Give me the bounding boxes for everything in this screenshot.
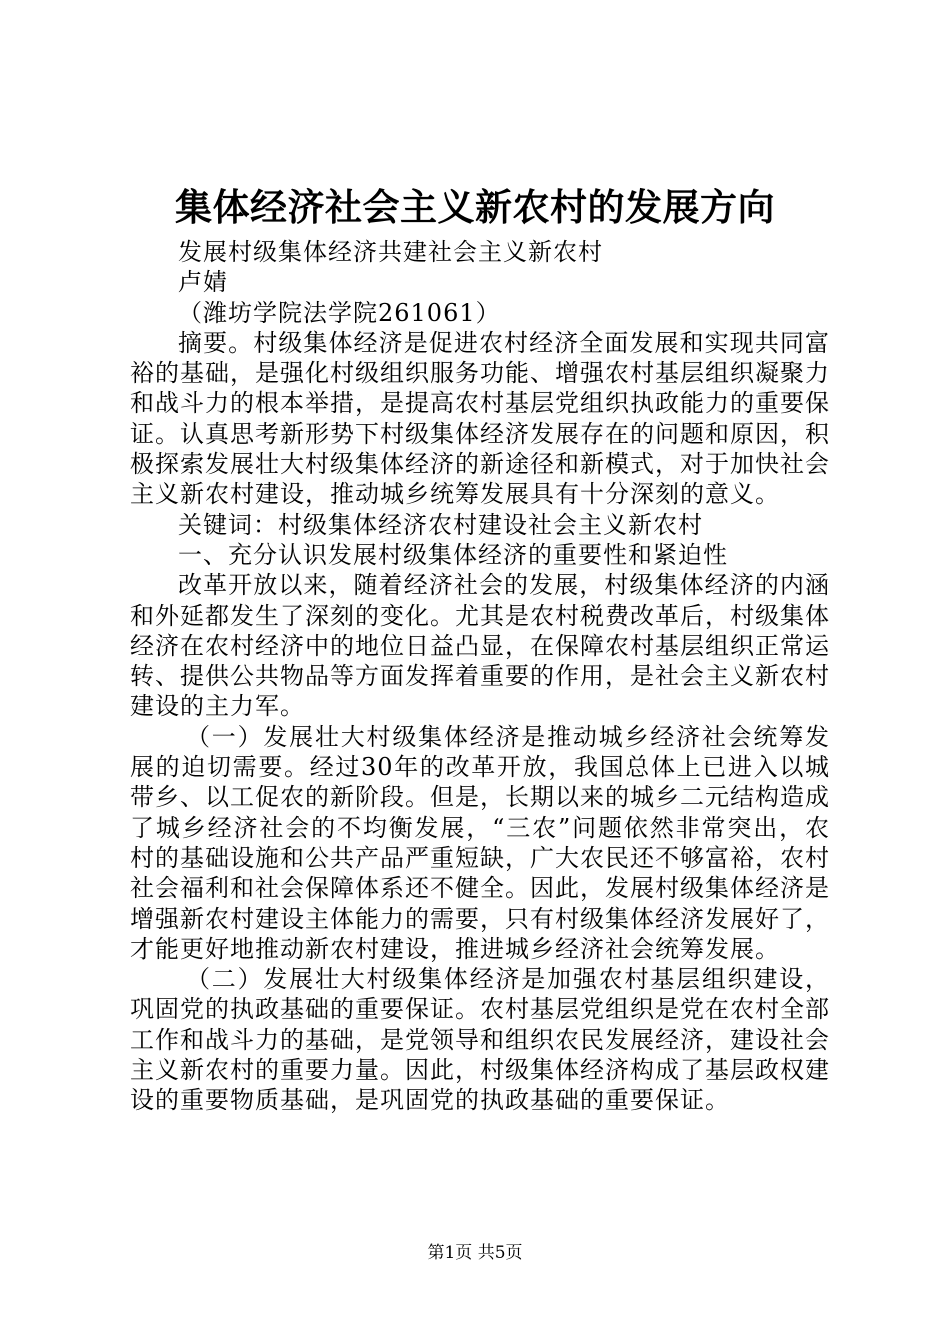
body-paragraph: （一）发展壮大村级集体经济是推动城乡经济社会统筹发展的迫切需要。经过30年的改革开放，我国总体上已进入以城带乡、以工促农的新阶段。但是，长期以来的城乡二元结构造成了城乡经济社会的不均衡发展，“三农”问题依然非常突出，农村的基础设施和公共产品严重短缺，广大农民还不够富裕，农村社会福利和社会保障体系还不健全。因此，发展村级集体经济是增强新农村建设主体能力的需要，只有村级集体经济发展好了，才能更好地推动新农村建设，推进城乡经济社会统筹发展。: [130, 722, 830, 963]
document-body: [130, 237, 830, 1116]
page-number-footer: 第1页 共5页: [427, 1243, 523, 1263]
author-paragraph: 卢婧: [178, 268, 228, 297]
affiliation-paragraph: （潍坊学院法学院261061）: [178, 298, 501, 327]
abstract-paragraph: 摘要。村级集体经济是促进农村经济全面发展和实现共同富裕的基础，是强化村级组织服务功能、增强农村基层组织凝聚力和战斗力的根本举措，是提高农村基层党组织执政能力的重要保证。认真思考新形势下村级集体经济发展存在的问题和原因，积极探索发展壮大村级集体经济的新途径和新模式，对于加快社会主义新农村建设，推动城乡统筹发展具有十分深刻的意义。: [130, 328, 830, 509]
body-paragraph: （二）发展壮大村级集体经济是加强农村基层组织建设，巩固党的执政基础的重要保证。农村基层党组织是党在农村全部工作和战斗力的基础，是党领导和组织农民发展经济，建设社会主义新农村的重要力量。因此，村级集体经济构成了基层政权建设的重要物质基础，是巩固党的执政基础的重要保证。: [130, 965, 830, 1115]
subtitle-paragraph: 发展村级集体经济共建社会主义新农村: [178, 238, 603, 266]
body-paragraph: 改革开放以来，随着经济社会的发展，村级集体经济的内涵和外延都发生了深刻的变化。尤其是农村税费改革后，村级集体经济在农村经济中的地位日益凸显，在保障农村基层组织正常运转、提供公共物品等方面发挥着重要的作用，是社会主义新农村建设的主力军。: [130, 571, 830, 721]
keywords-paragraph: 关键词：村级集体经济农村建设社会主义新农村: [178, 510, 703, 539]
document-title: 集体经济社会主义新农村的发展方向: [175, 186, 775, 229]
section-heading: 一、充分认识发展村级集体经济的重要性和紧迫性: [178, 540, 728, 569]
